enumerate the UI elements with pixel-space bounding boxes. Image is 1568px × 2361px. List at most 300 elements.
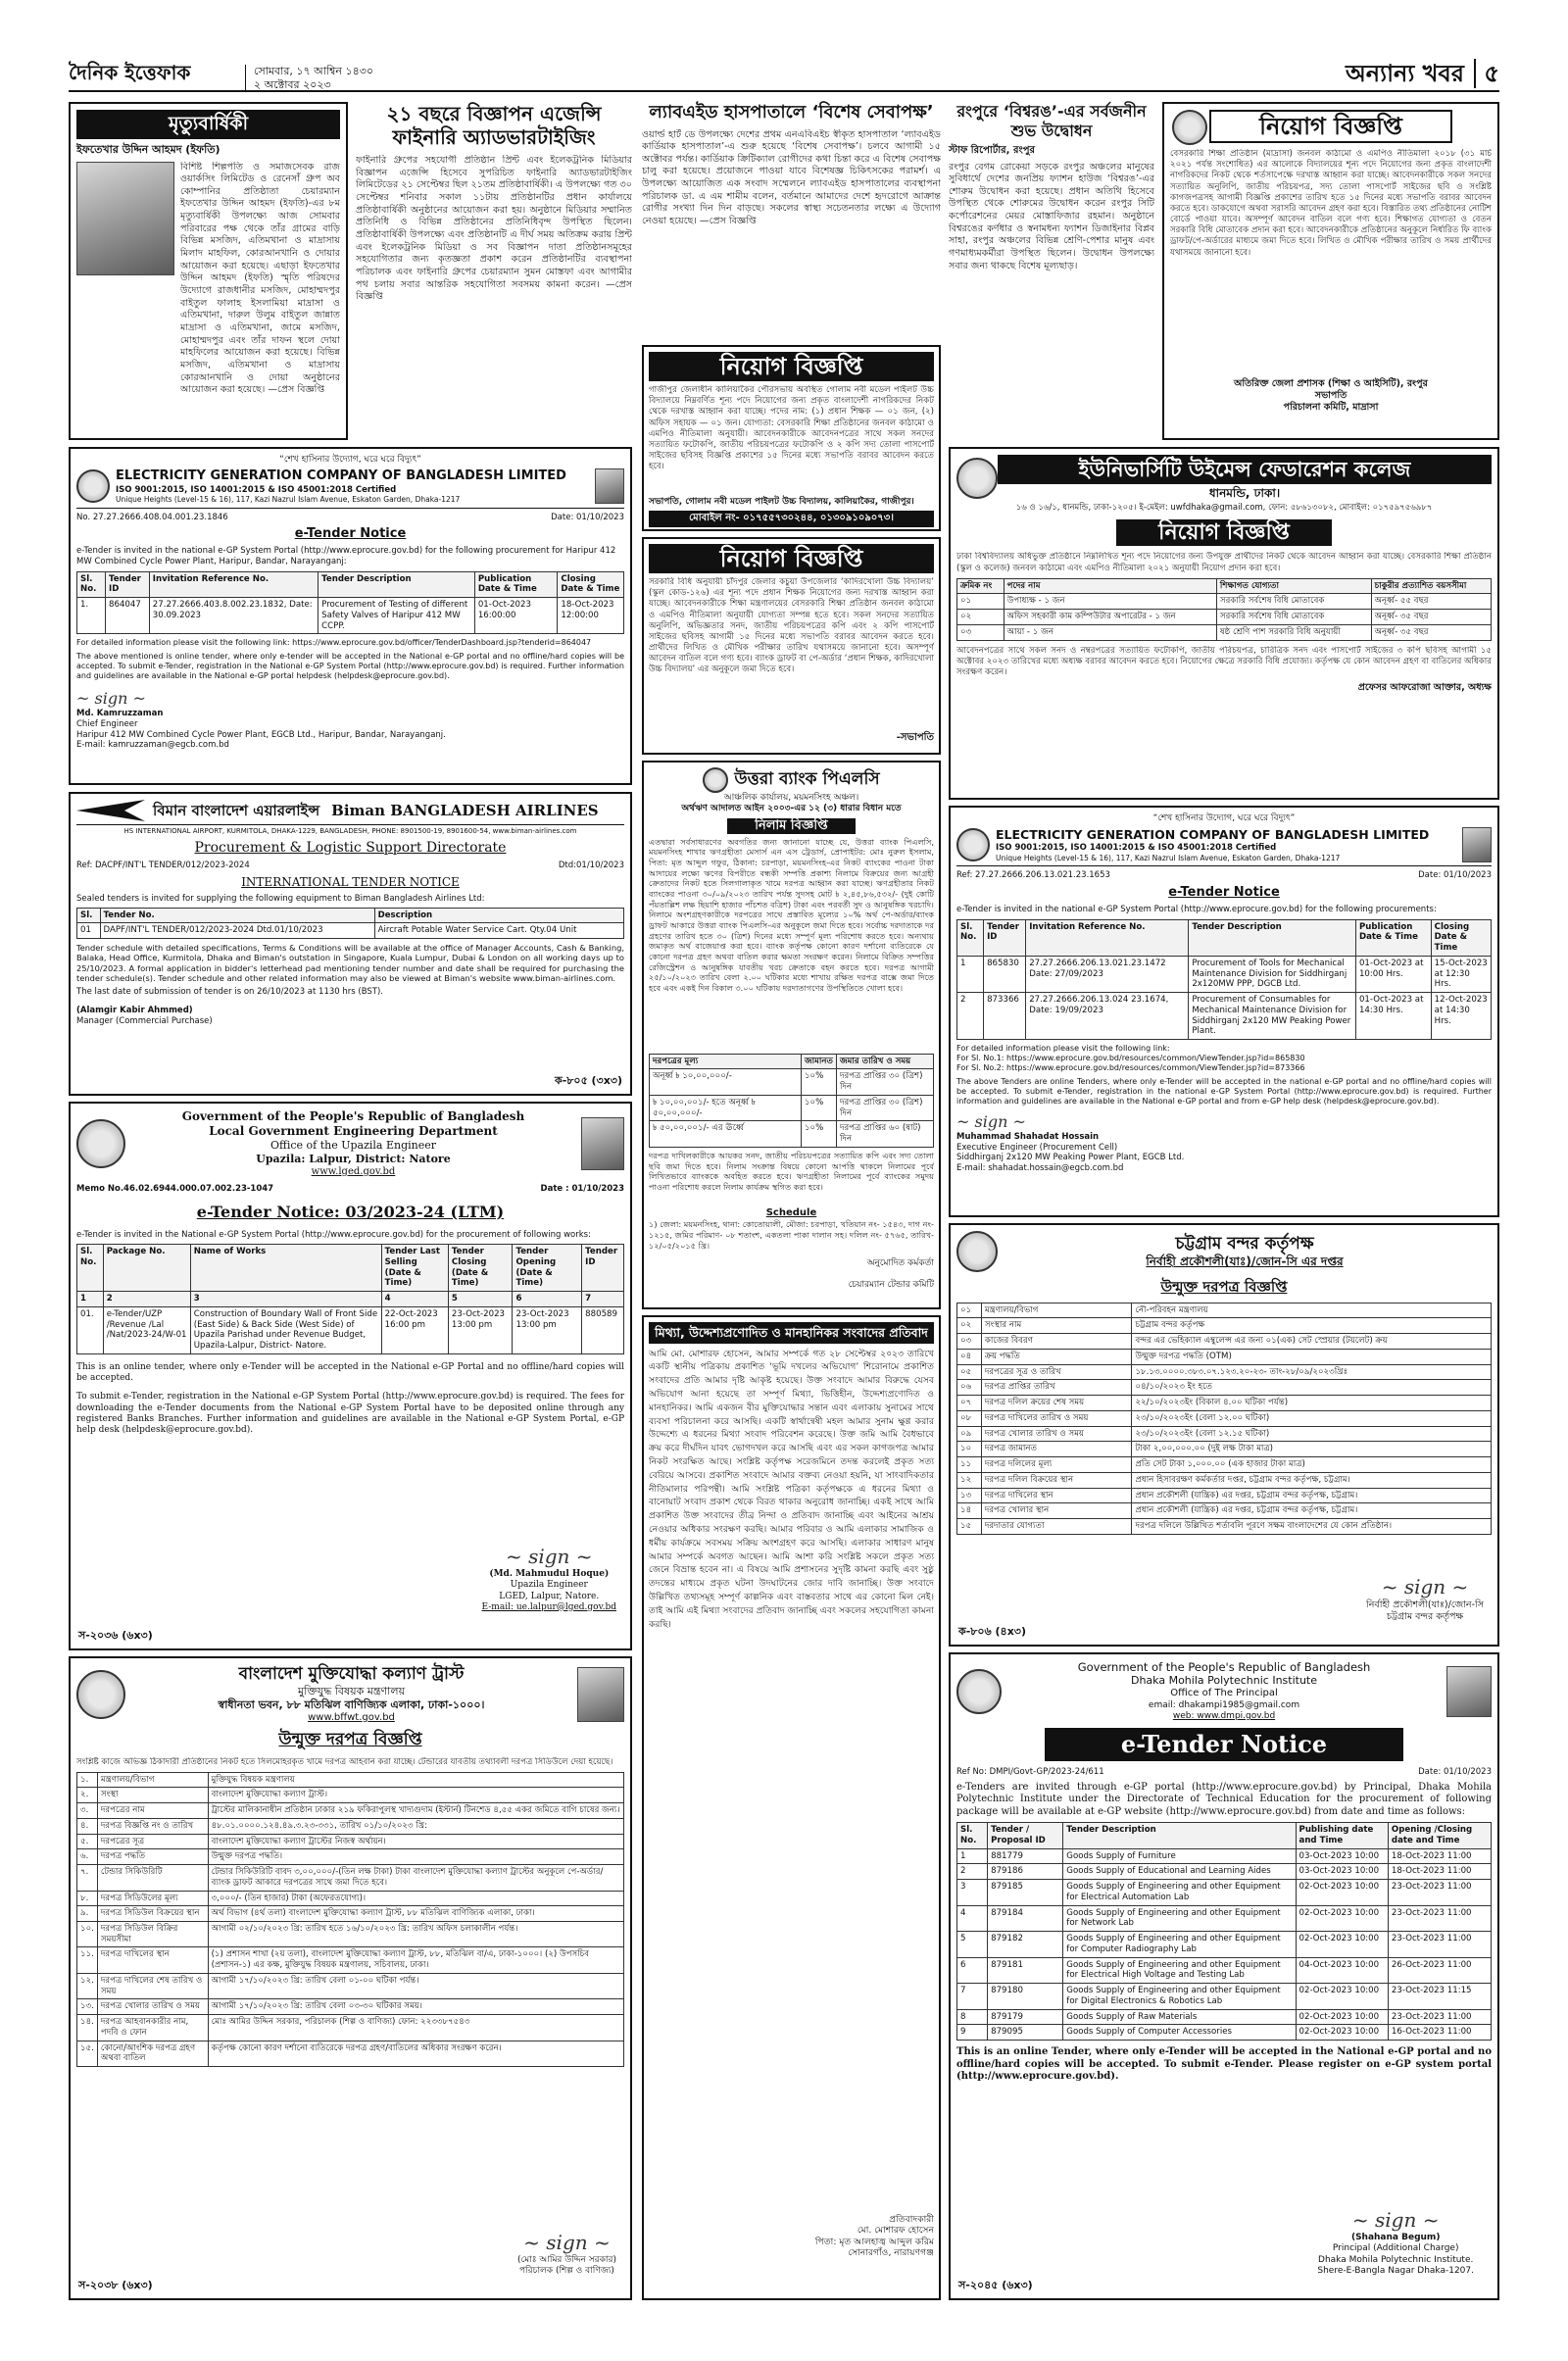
mk-notice-title: উন্মুক্ত দরপত্র বিজ্ঞপ্তি [278, 1730, 422, 1750]
obituary-title: মৃত্যুবার্ষিকী [76, 110, 340, 139]
mk-cell: ৩,০০০/- (তিন হাজার) টাকা (অফেরতযোগ্য)। [208, 1891, 623, 1906]
egcb-mid-header-cell: Tender Description [1189, 919, 1356, 956]
obituary-photo [76, 162, 174, 275]
uttara-bank-logo-icon [703, 767, 728, 793]
dmpi-footer: This is an online Tender, where only e-Tender will be accepted in the National e-GP portal and no offline/hard copies will be accepted. To submit e-Tender. Please register on e-GP system portal (http://www.eprocure.gov.bd). [956, 2046, 1492, 2082]
uttara-cell: দরপত্র প্রাপ্তির ৩০ (ত্রিশ) দিন [836, 1095, 933, 1120]
biman-logo-text: বিমান বাংলাদেশ এয়ারলাইন্স [153, 801, 320, 819]
egcb-address-mid: Unique Heights (Level-15 & 16), 117, Kazi Nazrul Islam Avenue, Eskaton Garden, Dhaka-1217 [996, 853, 1341, 862]
uttara-cell: ১০% [801, 1121, 836, 1147]
ctg-signer-org: চট্টগ্রাম বন্দর কর্তৃপক্ষ [1386, 1611, 1464, 1623]
dmpi-cell: 23-Oct-2023 11:00 [1388, 1905, 1491, 1931]
mk-cell: মন্ত্রণালয়/বিভাগ [97, 1772, 208, 1788]
biman-dated: Dtd:01/10/2023 [558, 861, 624, 871]
lged-header-cell: Package No. [103, 1245, 190, 1292]
ctg-row [957, 1334, 1492, 1350]
uttara-bank-signer2: চেয়ারম্যান টেন্ডার কমিটি [848, 1279, 934, 1290]
date-bangla: সোমবার, ১৭ আশ্বিন ১৪৩০ [254, 65, 374, 77]
uttara-header-cell: দরপত্রের মূল্য [650, 1054, 802, 1069]
lged-signer-title: Upazila Engineer [510, 1580, 588, 1591]
egcb-signer-title-mid: Executive Engineer (Procurement Cell) [956, 1142, 1118, 1153]
ctg-cell: ০৭ [957, 1396, 982, 1411]
rangpur-headline: রংপুরে ‘বিশ্বরঙ’-এর সর্বজনীন শুভ উদ্বোধন [956, 102, 1147, 140]
egcb-ref-mid: Ref: 27.27.2666.206.13.021.23.1653 [956, 870, 1110, 881]
mk-row [77, 1922, 624, 1947]
mk-cell: উন্মুক্ত দরপত্র পদ্ধতি। [208, 1849, 623, 1865]
egcb-signer-name-mid: Muhammad Shahadat Hossain [956, 1132, 1100, 1143]
mk-cell: ৮. [77, 1891, 98, 1906]
egcb-mid-header-cell: Publication Date & Time [1355, 919, 1431, 956]
ctg-cell: ০৪/১০/২০২৩ ইং হতে [1132, 1380, 1492, 1396]
dmpi-cell: 02-Oct-2023 10:00 [1296, 1984, 1388, 2009]
dmpi-cell: 6 [957, 1957, 988, 1983]
mk-cell: দরপত্র দাখিলের স্থান [97, 1947, 208, 1973]
lged-header-cell: Tender Closing (Date & Time) [448, 1245, 513, 1292]
ctg-row [957, 1364, 1492, 1380]
uttara-row [650, 1121, 934, 1147]
ctg-cell: ১৮.১৩.০০০০.৩৮৩.০৭.১২৩.২০-২৩- তাং-২৮/০৯/২০২৩খ্রিঃ [1132, 1364, 1492, 1380]
uttara-bank-table [649, 1054, 934, 1148]
ctg-row [957, 1396, 1492, 1411]
egcb-top-cell: 01-Oct-2023 16:00:00 [474, 598, 558, 634]
portrait-image-lged [581, 1117, 624, 1170]
ctg-port-logo-icon [956, 1231, 998, 1272]
egcb-top-cell: 1. [77, 598, 106, 634]
dmpi-cell: 5 [957, 1932, 988, 1957]
mk-row [77, 2015, 624, 2041]
lged-tender [69, 1102, 632, 1650]
mk-cell: টেন্ডার সিকিউরিটি বাবদ ৩,০০,০০০/-(তিন লক্ষ টাকা) টাকা বাংলাদেশ মুক্তিযোদ্ধা কল্যাণ ট্রাস্টের অনুকূলে পে-অর্ডার/ব্যাংক ড্রাফট আকারে দরপত্রের সাথে জমা দিতে হবে। [208, 1865, 623, 1891]
egcb-top-cell: 27.27.2666.403.8.002.23.1832, Date: 30.09.2023 [149, 598, 318, 634]
date-english: ২ অক্টোবর ২০২৩ [254, 77, 331, 91]
mk-row [77, 1818, 624, 1834]
biman-signer-name: (Alamgir Kabir Ahmmed) [76, 1006, 193, 1016]
uttara-bank-signer: অনুমোদিত কর্মকর্তা [866, 1258, 934, 1269]
egcb-top-cell: 864047 [106, 598, 150, 634]
egcb-mid-header-cell: Tender ID [984, 919, 1026, 956]
dmpi-header-cell: Publishing date and Time [1296, 1823, 1388, 1848]
uttara-cell: দরপত্র প্রাপ্তির ৬০ (ষাট) দিন [836, 1121, 933, 1147]
dmpi-cell: Goods Supply of Engineering and other Equipment for Electrical Automation Lab [1063, 1880, 1296, 1905]
egcb-table-mid [956, 919, 1492, 1040]
dmpi-cell: 18-Oct-2023 11:00 [1388, 1848, 1491, 1864]
uwfc-row [957, 624, 1492, 640]
labaid-article [642, 102, 941, 337]
uttara-bank-body: এতদ্বারা সর্বসাধারণের অবগতির জন্য জানানো যাচ্ছে যে, উত্তরা ব্যাংক পিএলসি, ময়মনসিংহ শাখার ঋণগ্রহীতা মেসার্স এন এস ট্রেডার্স, প্রোপাইটর: মোঃ নুরুল ইসলাম, পিতা: মৃত আব্দুল গফুর, ঠিকানা: চরপাড়া, ময়মনসিংহ-এর নিকট ব্যাংকের পাওনা টাকা আদায়ের লক্ষ্যে ঋণের বিপরীতে বন্ধকী সম্পত্তি প্রকাশ্য নিলামে বিক্রয়ের জন্য আগ্রহী ক্রেতাদের নিকট হতে সিলগালাকৃত খামে দরপত্র আহ্বান করা যাচ্ছে। ঋণগ্রহীতার নিকট ব্যাংকের পাওনা ৩০/০৯/২০২৩ তারিখ পর্যন্ত সুদসহ মোট ৳ ২,৪৫,৮৬,৫৩২/- (দুই কোটি পঁয়তাল্লিশ লক্ষ ছিয়াশি হাজার পাঁচশত বত্রিশ) টাকা এবং পরবর্তী সুদ ও আনুষঙ্গিক খরচাদি। নিলামে অংশগ্রহণকারীকে দরপত্রের সাথে প্রস্তাবিত মূল্যের ১০% অর্থ পে-অর্ডার/ব্যাংক ড্রাফট আকারে উত্তরা ব্যাংক পিএলসি-এর অনুকূলে জমা দিতে হবে। সর্বোচ্চ দরদাতাকে দর গ্রহণের তারিখ হতে ৩০ (ত্রিশ) দিনের মধ্যে সম্পূর্ণ মূল্য পরিশোধ করতে হবে। অন্যথায় জমাকৃত অর্থ বাজেয়াপ্ত করা হবে। ব্যাংক কর্তৃপক্ষ কোনো কারণ দর্শানো ব্যতিরেকে যে কোনো দরপত্র গ্রহণ অথবা বাতিল করার ক্ষমতা সংরক্ষণ করেন। নিলামে বিক্রিত সম্পত্তির রেজিস্ট্রেশন ও আনুষঙ্গিক যাবতীয় খরচ ক্রেতাকে বহন করতে হবে। দরপত্র আগামী ২৫/১০/২০২৩ তারিখ বেলা ২.০০ ঘটিকার মধ্যে শাখায় রক্ষিত দরপত্র বাক্সে জমা দিতে হবে এবং একই দিন বিকাল ৩.০০ ঘটিকায় দরদাতাগণের উপস্থিতিতে খোলা হবে। [649, 836, 934, 993]
uwfc-title: ইউনিভার্সিটি উইমেন্স ফেডারেশন কলেজ [998, 455, 1492, 484]
egcb-mid-header-cell: Closing Date & Time [1431, 919, 1491, 956]
uwfc-footer: আবেদনপত্রের সাথে সকল সনদ ও নম্বরপত্রের সত্যায়িত ফটোকপি, জাতীয় পরিচয়পত্র, চারিত্রিক সনদ এবং পাসপোর্ট সাইজের ৩ কপি ছবিসহ আগামী ১৫ অক্টোবর ২০২৩ তারিখের মধ্যে অধ্যক্ষ বরাবর আবেদন করতে হবে। নিয়োগের ক্ষেত্রে সরকারি বিধি প্রযোজ্য। কর্তৃপক্ষ যে কোন আবেদন গ্রহণ বা বাতিলের অধিকার সংরক্ষণ করেন। [956, 645, 1492, 677]
egcb-footer-top: The above mentioned is online tender, where only e-tender will be accepted in the National e-GP portal and no offline/hard copies will be accepted. To submit e-Tender, registration in the National e-GP System Portal (http://www.eprocure.gov.bd) is required. Further information and guidelines are available in the National e-GP portal helpdesk (helpdesk@eprocure.gov.bd). [76, 652, 624, 681]
lged-cell: e-Tender/UZP /Revenue /Lal /Nat/2023-24/W-01 [103, 1306, 190, 1353]
lged-notice-title: e-Tender Notice: 03/2023-24 (LTM) [196, 1202, 505, 1221]
biman-header-cell: Sl. [77, 908, 101, 923]
protibad-title: মিথ্যা, উদ্দেশ্যপ্রণোদিত ও মানহানিকর সংবাদের প্রতিবাদ [649, 1322, 934, 1344]
uttara-bank-body2: দরপত্র দাখিলকারীকে আয়কর সনদ, জাতীয় পরিচয়পত্রের সত্যায়িত কপি এবং সদ্য তোলা ছবি জমা দিতে হবে। নিলাম সংক্রান্ত বিষয়ে কোনো আপত্তি থাকলে নিলামের পূর্বে লিখিতভাবে ব্যাংককে অবহিত করতে হবে। ঋণগ্রহীতা নিলামের পূর্বে ব্যাংকের সমুদয় পাওনা পরিশোধ করলে নিলাম কার্যক্রম স্থগিত করা হবে। [649, 1150, 934, 1192]
egcb-tagline-mid: “শেখ হাসিনার উদ্যোগ, ঘরে ঘরে বিদ্যুৎ” [1152, 813, 1296, 823]
ctg-row [957, 1318, 1492, 1334]
niyog-title-middle-1: নিয়োগ বিজ্ঞপ্তি [649, 352, 934, 381]
mk-ministry: মুক্তিযুদ্ধ বিষয়ক মন্ত্রণালয় [297, 1685, 406, 1698]
ctg-cell: টাকা ২,০০,০০০.০০ (দুই লক্ষ টাকা মাত্র) [1132, 1442, 1492, 1457]
niyog-signer-middle-1: সভাপতি, গোলাম নবী মডেল পাইলট উচ্চ বিদ্যালয়, কালিয়াকৈর, গাজীপুর। [649, 497, 914, 507]
lged-num-header-cell: 7 [582, 1292, 624, 1307]
uwfc-niyog-title: নিয়োগ বিজ্ঞপ্তি [1116, 519, 1332, 547]
portrait-image-mk [577, 1667, 624, 1722]
mk-cell: ১২. [77, 1973, 98, 1998]
uwfc-signer: প্রফেসর আফরোজা আক্তার, অধ্যক্ষ [1357, 682, 1492, 694]
dmpi-cell: 16-Oct-2023 11:00 [1388, 2025, 1491, 2041]
niyog-signer-middle-2: -সভাপতি [896, 732, 934, 743]
mk-row [77, 1772, 624, 1788]
dmpi-row [957, 1957, 1492, 1983]
ad-agency-body: ফাইনারি গ্রুপের সহযোগী প্রতিষ্ঠান প্রিন্ট এবং ইলেকট্রনিক মিডিয়ার বিজ্ঞাপন এজেন্সি হিসেবে সুপরিচিত ফাইনারি অ্যাডভারটাইজিং লিমিটেডের ২১ সেপ্টেম্বর ছিল ২১তম প্রতিষ্ঠাবার্ষিকী। এ উপলক্ষ্যে গত ৩০ সেপ্টেম্বর শনিবার সকাল ১১টায় প্রতিষ্ঠানটির প্রধান কার্যালয়ে প্রতিষ্ঠাবার্ষিকী অনুষ্ঠানের আয়োজন করা হয়। অনুষ্ঠানে মিডিয়ার সম্মানিত প্রতিনিধি ও বিভিন্ন প্রতিষ্ঠানের প্রতিনিধিবৃন্দ উপস্থিত ছিলেন। প্রতিষ্ঠাবার্ষিকী উপলক্ষ্যে এবং প্রতিষ্ঠানটি এ দীর্ঘ সময় অতিক্রম করায় প্রিন্ট এবং ইলেকট্রনিক মিডিয়া ও সব বিজ্ঞাপন দাতা প্রতিষ্ঠানসমূহের সহযোগিতার জন্য কৃতজ্ঞতা প্রকাশ করেন প্রতিষ্ঠানটির ব্যবস্থাপনা পরিচালক এবং ফাইনারি গ্রুপের চেয়ারম্যান সুমন মোস্তফা এবং আগামীর পথ চলায় সবার আন্তরিক সহযোগিতা সবসময় কামনা করেন। —প্রেস বিজ্ঞপ্তি [356, 155, 632, 303]
ctg-title: চট্টগ্রাম বন্দর কর্তৃপক্ষ [1175, 1233, 1314, 1254]
ctg-cell: কাজের বিবরণ [981, 1334, 1132, 1350]
uwfc-cell: সরকারি সর্বশেষ বিধি মোতাবেক [1216, 610, 1371, 625]
ctg-cell: মন্ত্রণালয়/বিভাগ [981, 1303, 1132, 1318]
lged-header-cell: Tender Last Selling (Date & Time) [381, 1245, 448, 1292]
dmpi-row [957, 1932, 1492, 1957]
ad-agency-article [356, 102, 632, 440]
egcb-signer-email-mid: E-mail: shahadat.hossain@egcb.com.bd [956, 1162, 1124, 1173]
mk-address: স্বাধীনতা ভবন, ৮৮ মতিঝিল বাণিজ্যিক এলাকা, ঢাকা-১০০০। [218, 1698, 485, 1711]
egcb-intro-top: e-Tender is invited in the national e-GP System Portal (http://www.eprocure.gov.bd) for the following procurement for Haripur 412 MW Combined Cycle Power Plant, Haripur, Bandar, Narayanganj: [76, 546, 616, 566]
ctg-row [957, 1410, 1492, 1426]
lged-num-header-cell: 3 [190, 1292, 381, 1307]
ctg-cell: দরপত্র খোলার তারিখ ও সময় [981, 1426, 1132, 1442]
biman-cell: Aircraft Potable Water Service Cart. Qty.04 Unit [374, 923, 623, 939]
mk-signer-title: পরিচালক (শিল্প ও বাণিজ্য) [518, 2265, 614, 2276]
mk-signature: ~ sign ~ [523, 2230, 611, 2254]
dmpi-cell: Goods Supply of Furniture [1063, 1848, 1296, 1864]
ctg-notice-title: উন্মুক্ত দরপত্র বিজ্ঞপ্তি [1160, 1278, 1288, 1296]
biman-notice-title: INTERNATIONAL TENDER NOTICE [241, 874, 460, 889]
dmpi-web: web: www.dmpi.gov.bd [1172, 1710, 1276, 1721]
uwfc-cell: ০২ [957, 610, 1004, 625]
mk-cell: কর্তৃপক্ষ কোনো কারণ দর্শানো ব্যতিরেকে দরপত্র গ্রহণ/বাতিলের অধিকার সংরক্ষণ করেন। [208, 2041, 623, 2066]
egcb-top-row [77, 598, 624, 634]
mk-cell: ১৫. [77, 2041, 98, 2066]
muktijoddha-logo-icon [76, 1670, 125, 1719]
lged-date: Date : 01/10/2023 [540, 1184, 624, 1194]
ctg-cell: দরদাতার যোগ্যতা [981, 1519, 1132, 1535]
rangpur-article [949, 102, 1154, 440]
uwfc-cell: অনূর্ধ্ব- ৩৫ বছর [1371, 624, 1491, 640]
egcb-mid-header-cell: Sl. No. [957, 919, 984, 956]
niyog-notice-middle-1 [642, 345, 941, 531]
uwfc-row [957, 594, 1492, 610]
egcb-mid-cell: 01-Oct-2023 at 14:30 Hrs. [1355, 993, 1431, 1040]
mk-cell: বাংলাদেশ মুক্তিযোদ্ধা কল্যাণ ট্রাস্ট। [208, 1788, 623, 1803]
dmpi-signer-org: Dhaka Mohila Polytechnic Institute. [1318, 2254, 1474, 2265]
egcb-mid-cell: 865830 [984, 956, 1026, 992]
egcb-top-header-cell: Publication Date & Time [474, 571, 558, 597]
mk-row [77, 1865, 624, 1891]
lged-signer-email: E-mail: ue.lalpur@lged.gov.bd [481, 1601, 616, 1612]
niyog-title-middle-2: নিয়োগ বিজ্ঞপ্তি [649, 544, 934, 573]
ctg-cell: দরপত্রের সূত্র ও তারিখ [981, 1364, 1132, 1380]
egcb-signature-mid: ~ sign ~ [956, 1112, 1026, 1132]
biman-cell: DAPF/INT'L TENDER/012/2023-2024 Dtd.01/10/2023 [100, 923, 374, 939]
egcb-mid-cell: 15-Oct-2023 at 12:30 Hrs. [1431, 956, 1491, 992]
mk-cell: দরপত্রের সূত্র [97, 1834, 208, 1849]
lged-cell: 23-Oct-2023 13:00 pm [513, 1306, 582, 1353]
egcb-mid-cell: 27.27.2666.206.13.021.23.1472 Date: 27/09/2023 [1026, 956, 1189, 992]
uttara-bank-act: অর্থঋণ আদালত আইন ২০০৩-এর ১২ (৩) ধারার বিধান মতে [681, 804, 902, 814]
niyog-notice-middle-2 [642, 537, 941, 755]
dmpi-cell: 8 [957, 2009, 988, 2025]
egcb-address-top: Unique Heights (Level-15 & 16), 117, Kazi Nazrul Islam Avenue, Eskaton Garden, Dhaka-1217 [116, 495, 461, 505]
dmpi-notice-title: e-Tender Notice [1045, 1728, 1403, 1761]
lged-header-cell: Name of Works [190, 1245, 381, 1292]
uwfc-header-cell: চাকুরীর প্রত্যাশিত বয়সসীমা [1371, 578, 1491, 594]
lged-cell: 22-Oct-2023 16:00 pm [381, 1306, 448, 1353]
dmpi-cell: 879186 [988, 1864, 1063, 1880]
ctg-signer-title: নির্বাহী প্রকৌশলী(যাঃ)/জোন-সি [1366, 1599, 1484, 1611]
egcb-signer-org-mid: Siddhirganj 2x120 MW Peaking Power Plant, EGCB Ltd. [956, 1153, 1185, 1163]
ctg-cell: দরপত্র দলিল বিক্রয়ের স্থান [981, 1472, 1132, 1488]
ctg-cell: দরপত্র প্রাপ্তির তারিখ [981, 1380, 1132, 1396]
egcb-mid-row [957, 993, 1492, 1040]
dmpi-cell: Goods Supply of Engineering and other Equipment for Network Lab [1063, 1905, 1296, 1931]
egcb-logo-icon [76, 469, 110, 503]
ctg-ad-code: ক-৮০৬ (৪x৩) [958, 1625, 1026, 1639]
uttara-bank-name: উত্তরা ব্যাংক পিএলসি [734, 769, 880, 790]
mk-ad-code: স-২০৩৮ (৬x৩) [78, 2279, 153, 2292]
egcb-top-header-cell: Sl. No. [77, 571, 106, 597]
egcb-top-header-cell: Tender ID [106, 571, 150, 597]
uwfc-intro: ঢাকা বিশ্ববিদ্যালয় অধিভুক্ত প্রতিষ্ঠানে নিম্নলিখিত শূন্য পদে নিয়োগের জন্য উপযুক্ত প্রার্থীদের নিকট থেকে আবেদন আহ্বান করা যাচ্ছে। বেসরকারি শিক্ষা প্রতিষ্ঠান (স্কুল ও কলেজ) জনবল কাঠামো এবং এমপিও নীতিমালা ২০২১ অনুযায়ী নিয়োগ প্রদান করা হবে। [956, 552, 1492, 573]
dmpi-cell: Goods Supply of Engineering and other Equipment for Electrical High Voltage and Testing Lab [1063, 1957, 1296, 1983]
dmpi-cell: 879181 [988, 1957, 1063, 1983]
lged-signature: ~ sign ~ [505, 1545, 593, 1568]
ctg-row [957, 1442, 1492, 1457]
mk-cell: ১১. [77, 1947, 98, 1973]
mk-cell: দরপত্র আহবানকারীর নাম, পদবি ও ফোন [97, 2015, 208, 2041]
dmpi-cell: 2 [957, 1864, 988, 1880]
ctg-row [957, 1472, 1492, 1488]
dmpi-cell: 23-Oct-2023 11:00 [1388, 1880, 1491, 1905]
egcb-top-header-cell: Tender Description [318, 571, 475, 597]
dmpi-cell: 03-Oct-2023 10:00 [1296, 1864, 1388, 1880]
ctg-cell: ২২/১০/২০২৩ইং (বিকাল ৪.০০ ঘটিকা পর্যন্ত) [1132, 1396, 1492, 1411]
biman-address: HS INTERNATIONAL AIRPORT, KURMITOLA, DHAKA-1229, BANGLADESH, PHONE: 8901500-19, 8901600-54, www.biman-airlines.com [123, 827, 577, 835]
muktijoddha-tender [69, 1656, 632, 2300]
uttara-bank-office: আঞ্চলিক কার্যালয়, ময়মনসিংহ অঞ্চল। [723, 793, 859, 803]
mk-cell: দরপত্রের নাম [97, 1803, 208, 1819]
biman-ref: Ref: DACPF/INT'L TENDER/012/2023-2024 [76, 861, 250, 871]
egcb-signer-name-top: Md. Kamruzzaman [76, 709, 164, 719]
uwfc-cell: উপাধ্যক্ষ - ১ জন [1004, 594, 1216, 610]
mk-cell: (১) প্রশাসন শাখা (২য় তলা), বাংলাদেশ মুক্তিযোদ্ধা কল্যাণ ট্রাস্ট, ৮৮, মতিঝিল বা/এ, ঢাকা-১০০০। (২) উপসচিব (প্রশাসন-১) এর কক্ষ, মুক্তিযুদ্ধ বিষয়ক মন্ত্রণালয়, সচিবালয়, ঢাকা। [208, 1947, 623, 1973]
ctg-dept: নির্বাহী প্রকৌশলী(যাঃ)/জোন-সি এর দপ্তর [1146, 1254, 1344, 1269]
mk-cell: ১. [77, 1772, 98, 1788]
mk-cell: অর্থ বিভাগ (৪র্থ তলা) বাংলাদেশ মুক্তিযোদ্ধা কল্যাণ ট্রাস্ট, ৮৮ মতিঝিল বাণিজ্যিক এলাকা, ঢাকা। [208, 1906, 623, 1922]
uwfc-cell: অনূর্ধ্ব- ৫৫ বছর [1371, 594, 1491, 610]
mk-cell: ৬. [77, 1849, 98, 1865]
lged-header-cell: Tender ID [582, 1245, 624, 1292]
biman-intro: Sealed tenders is invited for supplying the following equipment to Biman Bangladesh Airlines Ltd: [76, 893, 485, 904]
egcb-notice-title-mid: e-Tender Notice [1168, 884, 1280, 900]
biman-header-cell: Tender No. [100, 908, 374, 923]
dmpi-cell: 23-Oct-2023 11:15 [1388, 1984, 1491, 2009]
uttara-bank-notice [642, 761, 941, 1309]
ctg-row [957, 1426, 1492, 1442]
mk-row [77, 1947, 624, 1973]
dmpi-cell: 7 [957, 1984, 988, 2009]
ctg-row [957, 1457, 1492, 1473]
mk-cell: দরপত্র সিডিউলের মূল্য [97, 1891, 208, 1906]
ctg-cell: প্রধান প্রকৌশলী (যান্ত্রিক) এর দপ্তর, চট্টগ্রাম বন্দর কর্তৃপক্ষ, চট্টগ্রাম। [1132, 1488, 1492, 1503]
mk-row [77, 1891, 624, 1906]
lged-table [76, 1244, 624, 1354]
egcb-footer-mid: The above Tenders are online Tenders, where only e-Tender will be accepted in the national e-GP portal and no offline/hard copies will be accepted. To submit e-Tender, registration in the national e-GP System Portal (http://www.eprocure.gov.bd) is required. Further information and guidelines are available in the National e-GP portal and from e-GP help desk (helpdesk@eprocure.gov.bd). [956, 1077, 1492, 1107]
lged-office: Office of the Upazila Engineer [270, 1139, 436, 1152]
egcb-company-top: ELECTRICITY GENERATION COMPANY OF BANGLADESH LIMITED [116, 468, 566, 484]
lged-num-header-cell: 4 [381, 1292, 448, 1307]
lged-intro: e-Tender is invited in the National e-GP System Portal (http://www.eprocure.gov.bd) for the procurement of following works: [76, 1229, 591, 1240]
ctg-cell: ১২ [957, 1472, 982, 1488]
dmpi-header-cell: Opening /Closing date and Time [1388, 1823, 1491, 1848]
dmpi-cell: 02-Oct-2023 10:00 [1296, 1905, 1388, 1931]
mk-cell: ট্রাস্টের মালিকানাধীন প্রতিষ্ঠান ঢাকার ২১৯ ফকিরাপুলস্থ খাদ্যগুদাম (ইস্টার্ন) টিনশেড ৪,৫৫ একর জমিতে বাগি চাষের জন্য। [208, 1803, 623, 1819]
ctg-cell: ০৩ [957, 1334, 982, 1350]
dmpi-intro: e-Tenders are invited through e-GP portal (http://www.eprocure.gov.bd) by Principal, Dhaka Mohila Polytechnic Institute under the Directorate of Technical Education for the procurement of following package will be available at e-GP website (http://www.eprocure.gov.bd) from date and time as follows: [956, 1781, 1492, 1817]
niyog-body-top-right: বেসরকারি শিক্ষা প্রতিষ্ঠান (মাদ্রাসা) জনবল কাঠামো ও এমপিও নীতিমালা ২০১৮ (৩১ মার্চ ২০২১ পর্যন্ত সংশোধিত) এর আলোকে বিদ্যালয়ের শূন্য পদে নিয়োগের জন্য প্রকৃত বাংলাদেশী নাগরিকদের নিকট থেকে শর্তসাপেক্ষে দরখাস্ত আহ্বান করা যাচ্ছে। আবেদনকারীকে সকল সনদের সত্যায়িত অনুলিপি, জাতীয় পরিচয়পত্র, সদ্য তোলা পাসপোর্ট সাইজের ছবি ও সংশ্লিষ্ট কাগজপত্রসহ আগামী বিজ্ঞপ্তি প্রকাশের তারিখ হতে ১৫ দিনের মধ্যে সভাপতি বরাবর আবেদন করতে হবে। ডাকযোগে অথবা সরাসরি আবেদন গ্রহণ করা হবে। বিস্তারিত তথ্য প্রতিষ্ঠানের নোটিশ বোর্ডে পাওয়া যাবে। অসম্পূর্ণ আবেদন বাতিল বলে গণ্য হবে। শিক্ষাগত যোগ্যতা ও বেতন সরকারি বিধি মোতাবেক প্রদান করা হবে। আবেদনকারীকে প্রতিষ্ঠানের অনুকূলে নির্ধারিত ফি ব্যাংক ড্রাফট/পে-অর্ডারের মাধ্যমে জমা দিতে হবে। লিখিত ও মৌখিক পরীক্ষার তারিখ ও সময় প্রার্থীদের যথাসময়ে জানানো হবে। [1170, 149, 1492, 258]
ctg-cell: ০১ [957, 1303, 982, 1318]
mk-cell: মোঃ আমির উদ্দিন সরকার, পরিচালক (শিল্প ও বাণিজ্য) ফোন: ২২৩৩৮৭৫৪৩ [208, 2015, 623, 2041]
mk-cell: আগামী ১৭/১০/২০২৩ খ্রি: তারিখ বেলা ০৩-৩০ ঘটিকার সময়। [208, 1999, 623, 2015]
mk-cell: ২. [77, 1788, 98, 1803]
biman-ad-code: ক-৮০৫ (৩x৩) [555, 1074, 622, 1088]
dmpi-cell: Goods Supply of Computer Accessories [1063, 2025, 1296, 2041]
ctg-cell: দরপত্র দাখিলের তারিখ ও সময় [981, 1410, 1132, 1426]
biman-header-cell: Description [374, 908, 623, 923]
mk-cell: দরপত্র বিজ্ঞপ্তি নং ও তারিখ [97, 1818, 208, 1834]
ctg-cell: দরপত্র দলিল ক্রয়ের শেষ সময় [981, 1396, 1132, 1411]
mk-cell: ৯. [77, 1906, 98, 1922]
ctg-cell: দরপত্র দলিলে উল্লিখিত শর্তাবলি পূরণে সক্ষম বাংলাদেশের যে কোন প্রতিষ্ঠান। [1132, 1519, 1492, 1535]
ctg-cell: ১৪ [957, 1503, 982, 1519]
uttara-cell: অনূর্ধ্ব ৳ ১০,০০,০০০/- [650, 1069, 802, 1095]
masthead [69, 57, 1499, 92]
egcb-iso-top: ISO 9001:2015, ISO 14001:2015 & ISO 45001:2018 Certified [116, 484, 397, 495]
ctg-row [957, 1519, 1492, 1535]
uttara-row [650, 1069, 934, 1095]
mk-cell: ৫. [77, 1834, 98, 1849]
mk-cell: দরপত্র খোলার তারিখ ও সময় [97, 1999, 208, 2015]
dmpi-header-cell: Tender / Proposal ID [988, 1823, 1063, 1848]
labaid-headline: ল্যাবএইড হাসপাতালে ‘বিশেষ সেবাপক্ষ’ [649, 102, 934, 123]
ctg-cell: ক্রয় পদ্ধতি [981, 1349, 1132, 1364]
mk-cell: আগামী ০২/১০/২০২৩ খ্রি: তারিখ হতে ১৬/১০/২০২৩ খ্রি: তারিখ অফিস চলাকালীন পর্যন্ত। [208, 1922, 623, 1947]
uwfc-cell: ০১ [957, 594, 1004, 610]
biman-tender [69, 792, 632, 1096]
egcb-top-cell: 18-Oct-2023 12:00:00 [558, 598, 624, 634]
ctg-cell: বন্দর এর ভেহিক্যাল এম্বুলেন্স এর জন্য ০১(এক) সেট স্প্রেয়ার (টয়লেট) ক্রয় [1132, 1334, 1492, 1350]
egcb-signature-top: ~ sign ~ [76, 689, 146, 709]
biman-body-text: Tender schedule with detailed specifications, Terms & Conditions will be available at the office of Manager Accounts, Cash & Banking, Balaka, Head Office, Kurmitola, Dhaka and Biman's outstation in Singapore, Kuala Lumpur, Dubai & London on all working days up to 25/10/2023. A formal application in bidder's letterhead pad mentioning tender number and date shall be required for purchasing the tender schedule(s). Tender schedule and other related information may also be viewed at Biman's website www.biman-airlines.com. [76, 942, 624, 984]
protibad-notice [642, 1315, 941, 2300]
protibad-body: আমি মো. মোশারফ হোসেন, আমার সম্পর্কে গত ২৮ সেপ্টেম্বর ২০২৩ তারিখে একটি স্থানীয় পত্রিকায় প্রকাশিত ‘ভূমি দখলের অভিযোগ’ শিরোনামে প্রকাশিত সংবাদের প্রতি আমার দৃষ্টি আকৃষ্ট হয়েছে। উক্ত সংবাদে আমার বিরুদ্ধে যেসব অভিযোগ আনা হয়েছে তা সম্পূর্ণ মিথ্যা, ভিত্তিহীন, উদ্দেশ্যপ্রণোদিত ও মানহানিকর। আমি একজন বীর মুক্তিযোদ্ধার সন্তান এবং এলাকায় সুনামের সাথে ব্যবসা পরিচালনা করে আসছি। একটি স্বার্থান্বেষী মহল আমার সুনাম ক্ষুণ্ণ করার উদ্দেশ্যে এ ধরনের মিথ্যা সংবাদ পরিবেশন করেছে। উক্ত জমি আমি বৈধভাবে ক্রয় করে দীর্ঘদিন যাবৎ ভোগদখল করে আসছি এবং এর সকল কাগজপত্র আমার নিকট সংরক্ষিত আছে। সংশ্লিষ্ট কর্তৃপক্ষ সরেজমিনে তদন্ত করলেই প্রকৃত সত্য বেরিয়ে আসবে। প্রকাশিত সংবাদে আমার বক্তব্য নেওয়া হয়নি, যা সাংবাদিকতার নীতিমালার পরিপন্থী। আমি সংশ্লিষ্ট পত্রিকা কর্তৃপক্ষকে এ ধরনের মিথ্যা ও বানোয়াট সংবাদ প্রকাশ থেকে বিরত থাকার অনুরোধ জানাচ্ছি। একই সাথে আমি প্রকাশিত উক্ত সংবাদের তীব্র নিন্দা ও প্রতিবাদ জানাচ্ছি এবং আইনের আশ্রয় নেওয়ার অধিকার সংরক্ষণ করছি। আমার পরিবার ও আমি এলাকার সামাজিক ও ধর্মীয় কার্যক্রমে সবসময় সক্রিয় অংশগ্রহণ করে আসছি। এলাকার সাধারণ মানুষ আমার সম্পর্কে অবগত আছেন। আমি আশা করি সংশ্লিষ্ট সকলে প্রকৃত সত্য জেনে বিভ্রান্ত হবেন না। এ বিষয়ে আমি প্রশাসনের সুদৃষ্টি কামনা করছি এবং সুষ্ঠু তদন্তের মাধ্যমে প্রকৃত ঘটনা উদঘাটনের জোর দাবি জানাচ্ছি। উক্ত সংবাদে উল্লিখিত তথ্যসমূহ সম্পূর্ণ কাল্পনিক এবং বাস্তবতার সাথে এর কোনো মিল নেই। তাই আমি এই মিথ্যা সংবাদের প্রতিবাদ জানাচ্ছি এবং সকলের সহযোগিতা কামনা করছি। [649, 1348, 934, 1630]
ctg-cell: উন্মুক্ত দরপত্র পদ্ধতি (OTM) [1132, 1349, 1492, 1364]
dmpi-cell: 02-Oct-2023 10:00 [1296, 2025, 1388, 2041]
dmpi-row [957, 2009, 1492, 2025]
mk-cell: দরপত্র সিডিউল বিক্রয়ের স্থান [97, 1906, 208, 1922]
uwfc-logo-icon [956, 458, 998, 499]
ctg-cell: ২৩/১০/২০২৩ইং (বেলা ১২.১৫ ঘটিকা) [1132, 1426, 1492, 1442]
dmpi-ref: Ref No: DMPI/Govt-GP/2023-24/611 [956, 1767, 1104, 1778]
paper-logo: দৈনিক ইত্তেফাক [69, 61, 191, 84]
ctg-cell: প্রধান প্রকৌশলী (যান্ত্রিক) এর দপ্তর, চট্টগ্রাম বন্দর কর্তৃপক্ষ, চট্টগ্রাম। [1132, 1503, 1492, 1519]
dmpi-cell: 23-Oct-2023 11:00 [1388, 1932, 1491, 1957]
egcb-intro-mid: e-Tender is invited in the national e-GP System Portal (http://www.eprocure.gov.bd) for the following procurements: [956, 905, 1437, 915]
ctg-cell: ০২ [957, 1318, 982, 1334]
mk-signer-name: (মোঃ আমির উদ্দিন সরকার) [516, 2254, 616, 2265]
dmpi-cell: 4 [957, 1905, 988, 1931]
egcb-mid-cell: Procurement of Consumables for Mechanical Maintenance Division for Siddhirganj 2x120 MW Peaking Power Plant. [1189, 993, 1356, 1040]
lged-cell: 23-Oct-2023 13:00 pm [448, 1306, 513, 1353]
lged-signer-name: (Md. Mahmudul Hoque) [489, 1569, 610, 1579]
lged-header-cell: Sl. No. [77, 1245, 104, 1292]
chattogram-port-tender [949, 1223, 1499, 1647]
dmpi-office: Office of The Principal [1170, 1688, 1278, 1699]
mk-row [77, 1834, 624, 1849]
lged-p2: To submit e-Tender, registration in the National e-GP System Portal (http://www.eprocure.gov.bd) is required. The fees for downloading the e-Tender documents from the National e-GP System Portal have to be deposited online through any registered Banks Branches. Further information and guidelines are available in the National e-GP System Portal, e-GP help desk (helpdesk@eprocure.gov.bd). [76, 1392, 624, 1436]
dmpi-date: Date: 01/10/2023 [1418, 1767, 1492, 1778]
egcb-tagline-top: “শেখ হাসিনার উদ্যোগ, ঘরে ঘরে বিদ্যুৎ” [279, 455, 421, 465]
dmpi-cell: 879095 [988, 2025, 1063, 2041]
dmpi-cell: 9 [957, 2025, 988, 2041]
dmpi-cell: 04-Oct-2023 10:00 [1296, 1957, 1388, 1983]
uttara-bank-notice-title: নিলাম বিজ্ঞপ্তি [727, 818, 856, 834]
mk-cell: সংস্থা [97, 1788, 208, 1803]
dmpi-cell: 1 [957, 1848, 988, 1864]
egcb-mid-row [957, 956, 1492, 992]
ctg-row [957, 1303, 1492, 1318]
egcb-mid-header-cell: Invitation Reference No. [1026, 919, 1189, 956]
mk-cell: কোনো/আংশিক দরপত্র গ্রহণ অথবা বাতিল [97, 2041, 208, 2066]
ctg-cell: প্রতি সেট টাকা ১,০০০.০০ (এক হাজার টাকা মাত্র) [1132, 1457, 1492, 1473]
lged-num-header-cell: 1 [77, 1292, 104, 1307]
mk-cell: দরপত্র সিডিউল বিক্রির সময়সীমা [97, 1922, 208, 1947]
dmpi-cell: 02-Oct-2023 10:00 [1296, 1932, 1388, 1957]
govt-seal-icon [1172, 110, 1207, 145]
uwfc-row [957, 610, 1492, 625]
ctg-table [956, 1303, 1492, 1535]
ctg-cell: ১০ [957, 1442, 982, 1457]
mk-cell: মুক্তিযুদ্ধ বিষয়ক মন্ত্রণালয় [208, 1772, 623, 1788]
ctg-cell: চট্টগ্রাম বন্দর কর্তৃপক্ষ [1132, 1318, 1492, 1334]
uttara-bank-schedule: ১) জেলা: ময়মনসিংহ, থানা: কোতোয়ালী, মৌজা: চরপাড়া, খতিয়ান নং- ১৫৪৩, দাগ নং- ১২১৫, জমির পরিমাণ- ০৮ শতাংশ, একতলা পাকা দালান সহ। দলিল নং- ৫৭৬৫, তারিখ- ১২/০৫/২০১৫ খ্রি। [649, 1219, 934, 1251]
biman-cell: 01 [77, 923, 101, 939]
ctg-cell: ০৪ [957, 1349, 982, 1364]
mk-row [77, 1973, 624, 1998]
lged-cell: 01. [77, 1306, 104, 1353]
mk-cell: ৩. [77, 1803, 98, 1819]
lged-web: www.lged.gov.bd [311, 1165, 396, 1177]
uttara-row [650, 1095, 934, 1120]
obituary-body: বিশিষ্ট শিল্পপতি ও সমাজসেবক রাজ ওয়ার্কসিং লিমিটেড ও রেনেসাঁ গ্রুপ অব কোম্পানির প্রতিষ্ঠাতা চেয়ারম্যান ইফতেখার উদ্দিন আহমদ (ইফতি)-এর ৮ম মৃত্যুবার্ষিকী উপলক্ষ্যে আজ সোমবার পরিবারের পক্ষ থেকে তাঁর গ্রামের বাড়ি বিভিন্ন মসজিদ, এতিমখানা ও মাদ্রাসায় মিলাদ মাহফিল, কোরআনখানি ও দোয়ার আয়োজন করা হয়েছে। এছাড়া ইফতেখার উদ্দিন আহমদ (ইফতি) স্মৃতি পরিষদের উদ্যোগে রাজধানীর মসজিদ, মোহাম্মদপুর বাইতুল ফালাহ ইসলামিয়া মাদ্রাসা ও এতিমখানা, দারুল উলুম বাইতুল জান্নাত মাদ্রাসা ও এতিমখানা, জামে মসজিদ, মোহাম্মদপুর এবং তাঁর দাফন স্থলে দোয়া মাহফিলের আয়োজন করা হয়েছে। বিভিন্ন মসজিদ, এতিমখানা ও মাদ্রাসায় কোরআনখানি ও দোয়া অনুষ্ঠানের আয়োজন করা হয়েছে। —প্রেস বিজ্ঞপ্তি [180, 161, 340, 396]
egcb-notice-title-top: e-Tender Notice [294, 526, 407, 542]
uwfc-header-cell: পদের নাম [1004, 578, 1216, 594]
mk-cell: ১০. [77, 1922, 98, 1947]
egcb-date-top: Date: 01/10/2023 [551, 512, 624, 522]
mk-intro: সংশ্লিষ্ট কাজে অভিজ্ঞ ঠিকাদারী প্রতিষ্ঠানের নিকট হতে সিলমোহরকৃত খামে দরপত্র আহবান করা যাচ্ছে। টেন্ডারের যাবতীয় তথ্যাবলী দরপত্র সিডিউলে দেয়া হয়েছে। [76, 1756, 613, 1767]
egcb-mid-cell: 01-Oct-2023 at 10:00 Hrs. [1355, 956, 1431, 992]
egcb-mid-cell: 1 [957, 956, 984, 992]
